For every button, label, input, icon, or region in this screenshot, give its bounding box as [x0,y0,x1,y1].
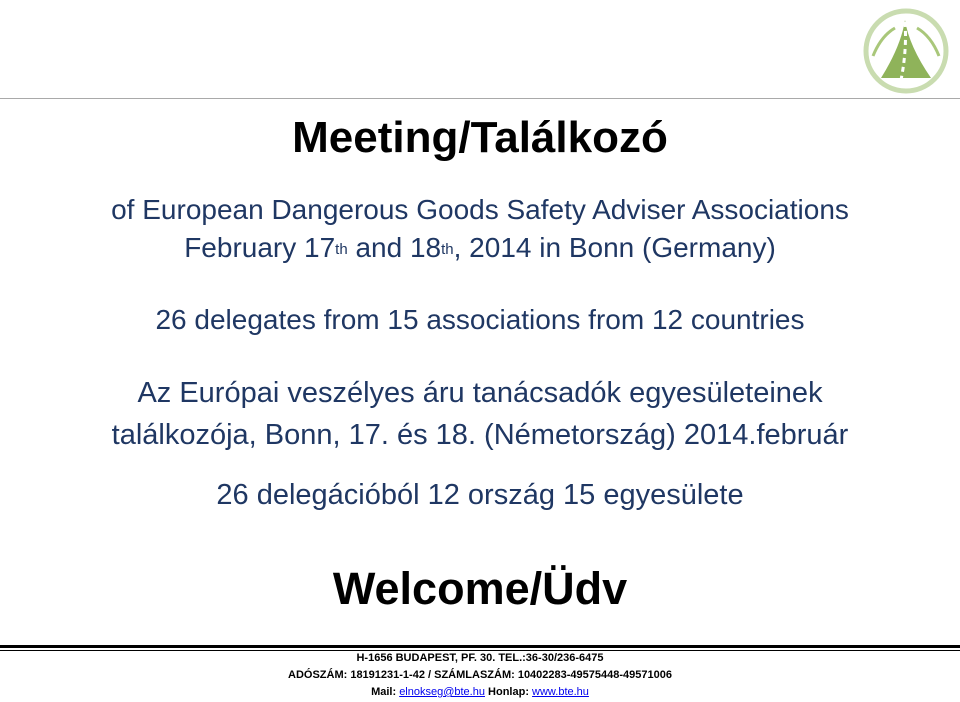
email-link[interactable]: elnokseg@bte.hu [399,686,485,698]
footer-tax-info: ADÓSZÁM: 18191231-1-42 / SZÁMLASZÁM: 10402283-49575448-49571006 [288,669,672,681]
english-subtitle: of European Dangerous Goods Safety Adviser Associations [111,194,849,225]
english-delegates-line: 26 delegates from 15 associations from 12 countries [155,304,805,335]
hungarian-date-line: találkozója, Bonn, 17. és 18. (Németország) 2014.február [111,419,849,451]
page-title: Meeting/Találkozó [292,113,668,162]
footer-divider [0,645,960,648]
english-date-line: February 17th and 18th, 2014 in Bonn (Germany) [184,232,776,263]
footer-address: H-1656 BUDAPEST, PF. 30. TEL.:36-30/236-6475 [356,652,604,664]
hungarian-delegates-line: 26 delegációból 12 ország 15 egyesülete [216,479,744,511]
welcome-heading: Welcome/Üdv [332,563,628,614]
hungarian-subtitle: Az Európai veszélyes áru tanácsadók egyesületeinek [137,377,823,409]
homepage-link[interactable]: www.bte.hu [532,686,589,698]
header-divider [0,98,960,99]
road-emblem-icon [861,6,951,96]
footer-contact: Mail: elnokseg@bte.hu Honlap: www.bte.hu [371,686,589,698]
